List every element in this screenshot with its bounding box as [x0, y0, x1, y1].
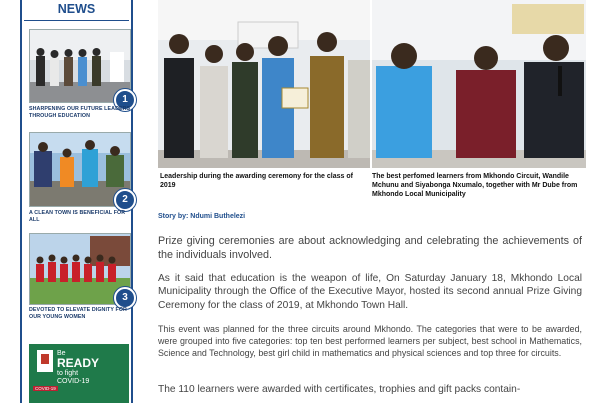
- news-number-badge-3: 3: [114, 287, 136, 309]
- awarding-ceremony-photo: [158, 0, 370, 168]
- covid-banner[interactable]: [29, 344, 129, 403]
- best-learners-photo: [372, 0, 586, 168]
- news-caption-3[interactable]: DEVOTED TO ELEVATE DIGNITY FOR OUR YOUNG WOMEN: [29, 307, 127, 320]
- news-sidebar: [20, 0, 133, 403]
- news-caption-2[interactable]: A CLEAN TOWN IS BENEFICIAL FOR ALL: [29, 210, 126, 223]
- covid-banner-line4: COVID-19: [57, 378, 90, 385]
- coat-of-arms-icon: [37, 350, 53, 372]
- right-photo-caption: The best perfomed learners from Mkhondo Circuit, Wandile Mchunu and Siyabonga Nxumalo, together with Mr Dube from Mkhondo Local Municipality: [372, 173, 578, 198]
- news-number-badge-2: 2: [114, 189, 136, 211]
- article-paragraph-2: As it said that education is the weapon of life, On Saturday January 18, Mkhondo Local Municipality through the Office of the Executive Mayor, hosted its second annual Prize Giving Ceremony for the class of 2019, at Mkhondo Town Hall.: [158, 273, 582, 311]
- covid-banner-line2: READY: [57, 356, 100, 370]
- news-heading: NEWS: [24, 0, 129, 21]
- covid-banner-tag: COVID-19: [35, 386, 56, 391]
- article-byline: Story by: Ndumi Buthelezi: [158, 213, 246, 220]
- covid-banner-line3: to fight: [57, 370, 79, 377]
- news-number-badge-1: 1: [114, 89, 136, 111]
- article-paragraph-3: This event was planned for the three circuits around Mkhondo. The categories that were to be awarded, were grouped into five categories: top ten best performed learners per subject, best school in Mathematics, Science and Technology, best girl child in mathematics and physical sciences and top three for circuits.: [158, 324, 582, 358]
- left-photo-caption: Leadership during the awarding ceremony for the class of 2019: [160, 173, 353, 189]
- covid-banner-line1: Be: [57, 350, 66, 357]
- news-caption-1[interactable]: SHARPENING OUR FUTURE LEADERS THROUGH EDUCATION: [29, 106, 131, 119]
- article-paragraph-4: The 110 learners were awarded with certificates, trophies and gift packs contain-: [158, 384, 521, 395]
- article-paragraph-1: Prize giving ceremonies are about acknowledging and celebrating the achievements of the individuals involved.: [158, 235, 582, 261]
